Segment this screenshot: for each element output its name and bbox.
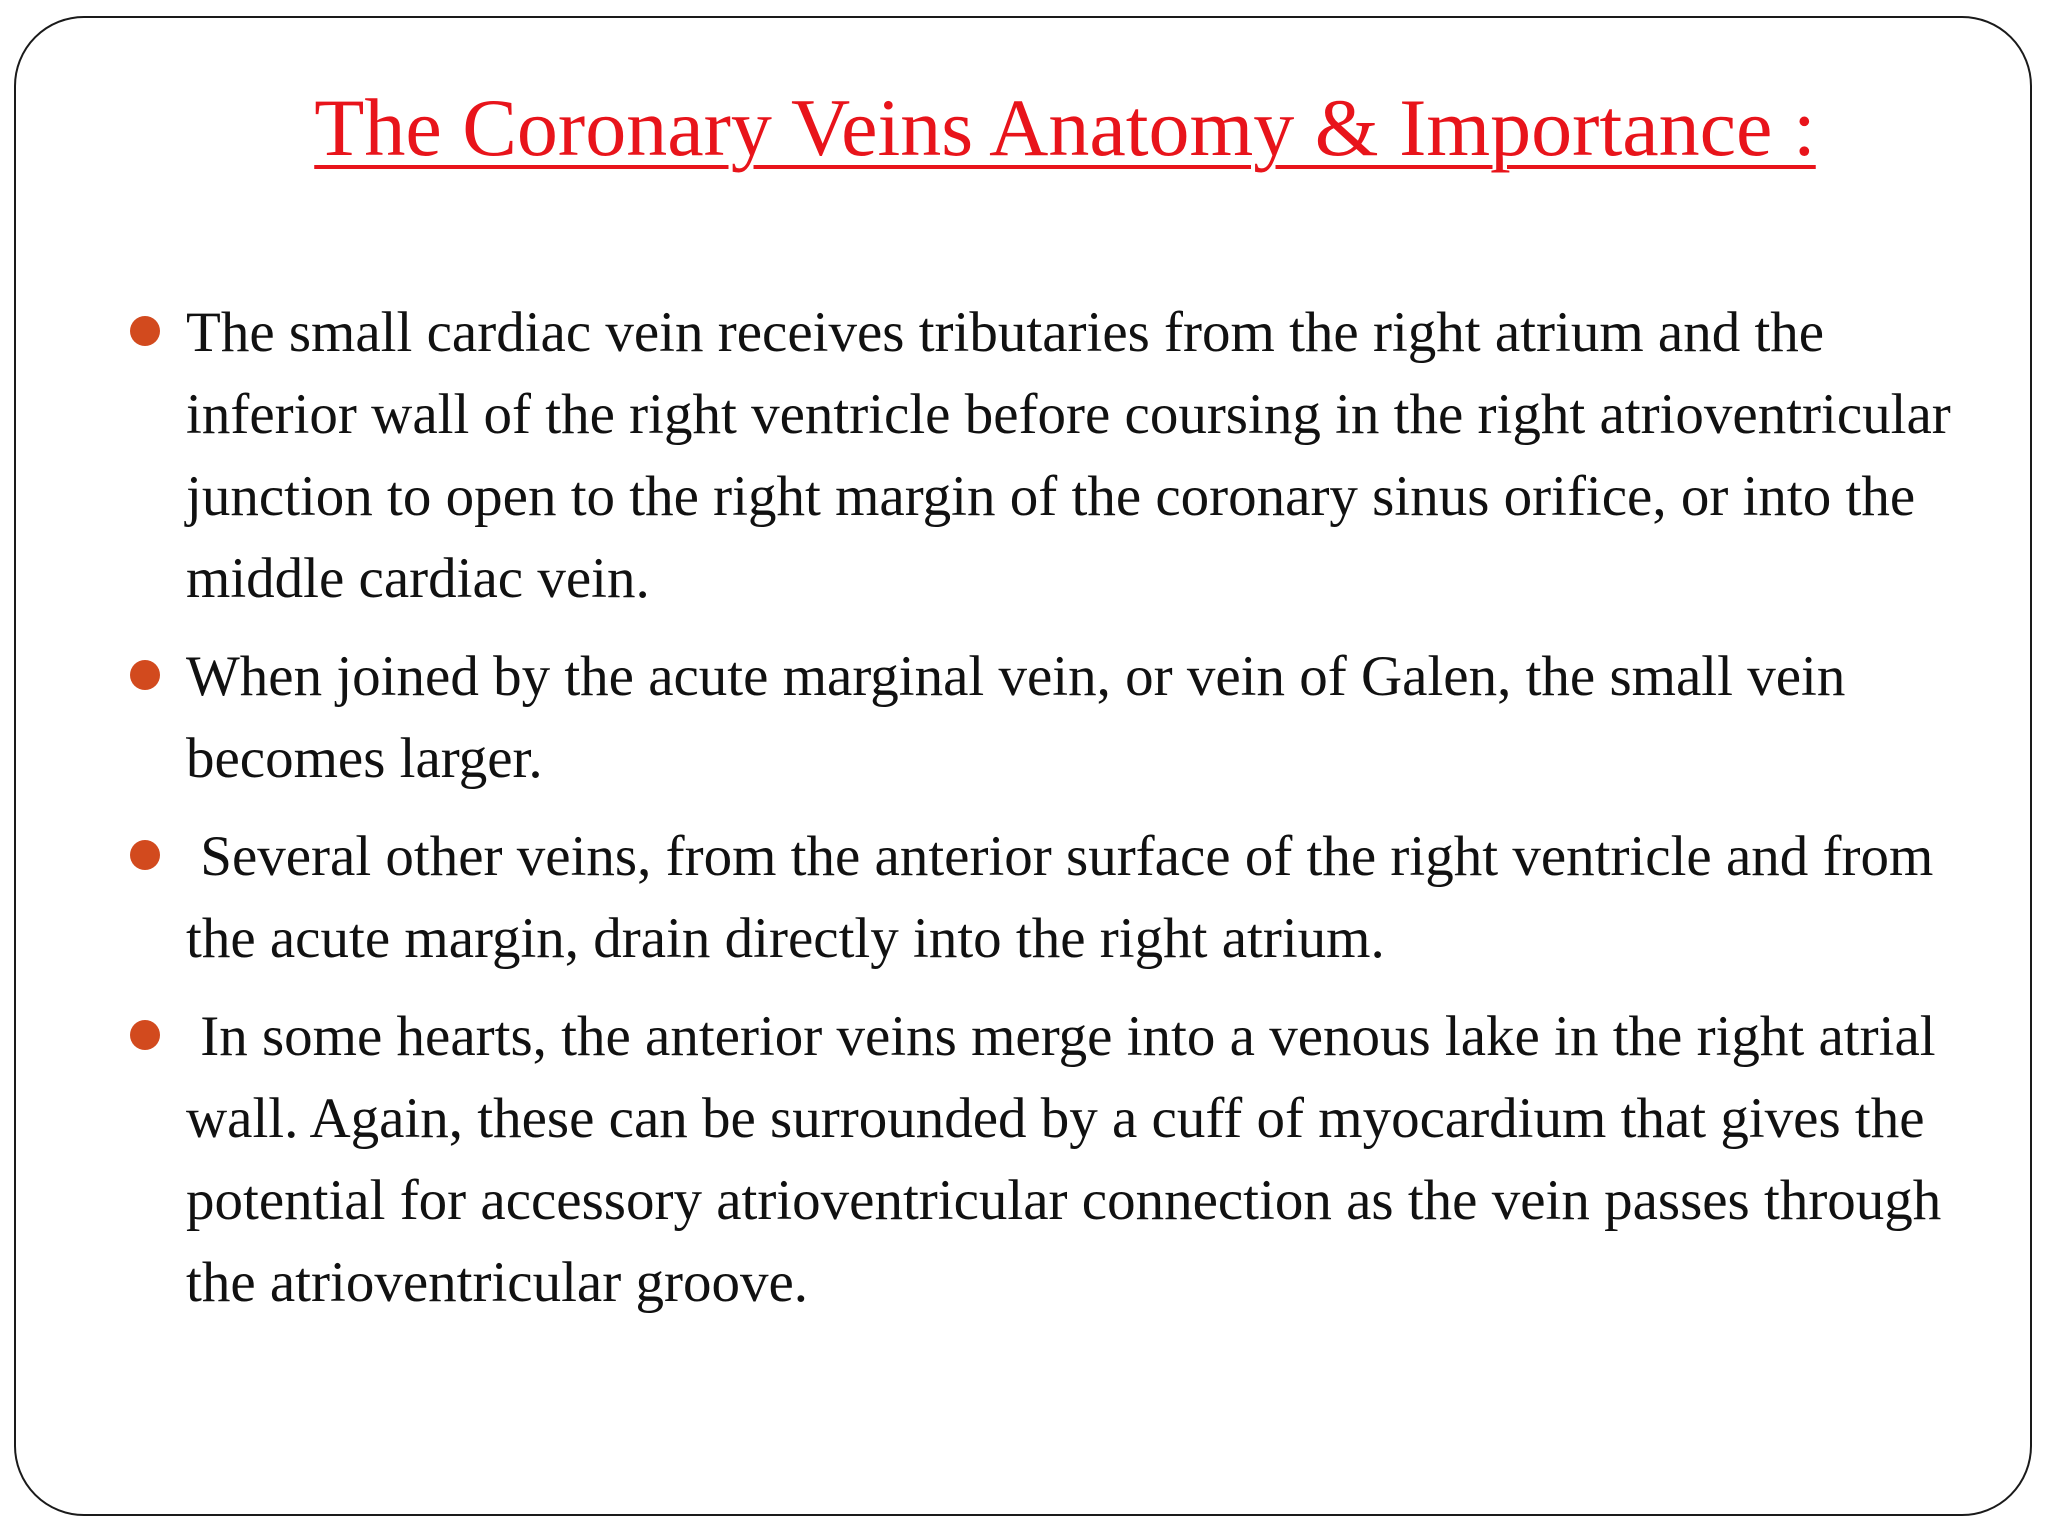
bullet-text: Several other veins, from the anterior surface of the right ventricle and from the acute margin, drain directly into the right atrium. bbox=[186, 825, 1948, 970]
bullet-item bbox=[130, 636, 1970, 800]
bullet-text: When joined by the acute marginal vein, or vein of Galen, the small vein becomes larger. bbox=[186, 645, 1846, 790]
bullet-item bbox=[130, 816, 1970, 980]
bullet-dot-icon bbox=[130, 1020, 160, 1050]
bullet-dot-icon bbox=[130, 660, 160, 690]
bullet-dot-icon bbox=[130, 316, 160, 346]
slide-title: The Coronary Veins Anatomy & Importance : bbox=[314, 82, 1816, 173]
bullet-text: In some hearts, the anterior veins merge into a venous lake in the right atrial wall. Again, these can be surrounded by a cuff of myocardium that gives the potential for accessory atrioventricular connection as the vein passes through the atrioventricular groove. bbox=[186, 1005, 1956, 1314]
bullet-text: The small cardiac vein receives tributaries from the right atrium and the inferior wall of the right ventricle before coursing in the right atrioventricular junction to open to the right margin of the coronary sinus orifice, or into the middle cardiac vein. bbox=[186, 301, 1951, 610]
bullet-dot-icon bbox=[130, 840, 160, 870]
bullet-item bbox=[130, 292, 1970, 620]
bullet-item bbox=[130, 996, 1970, 1324]
bullet-list bbox=[130, 292, 1970, 1340]
